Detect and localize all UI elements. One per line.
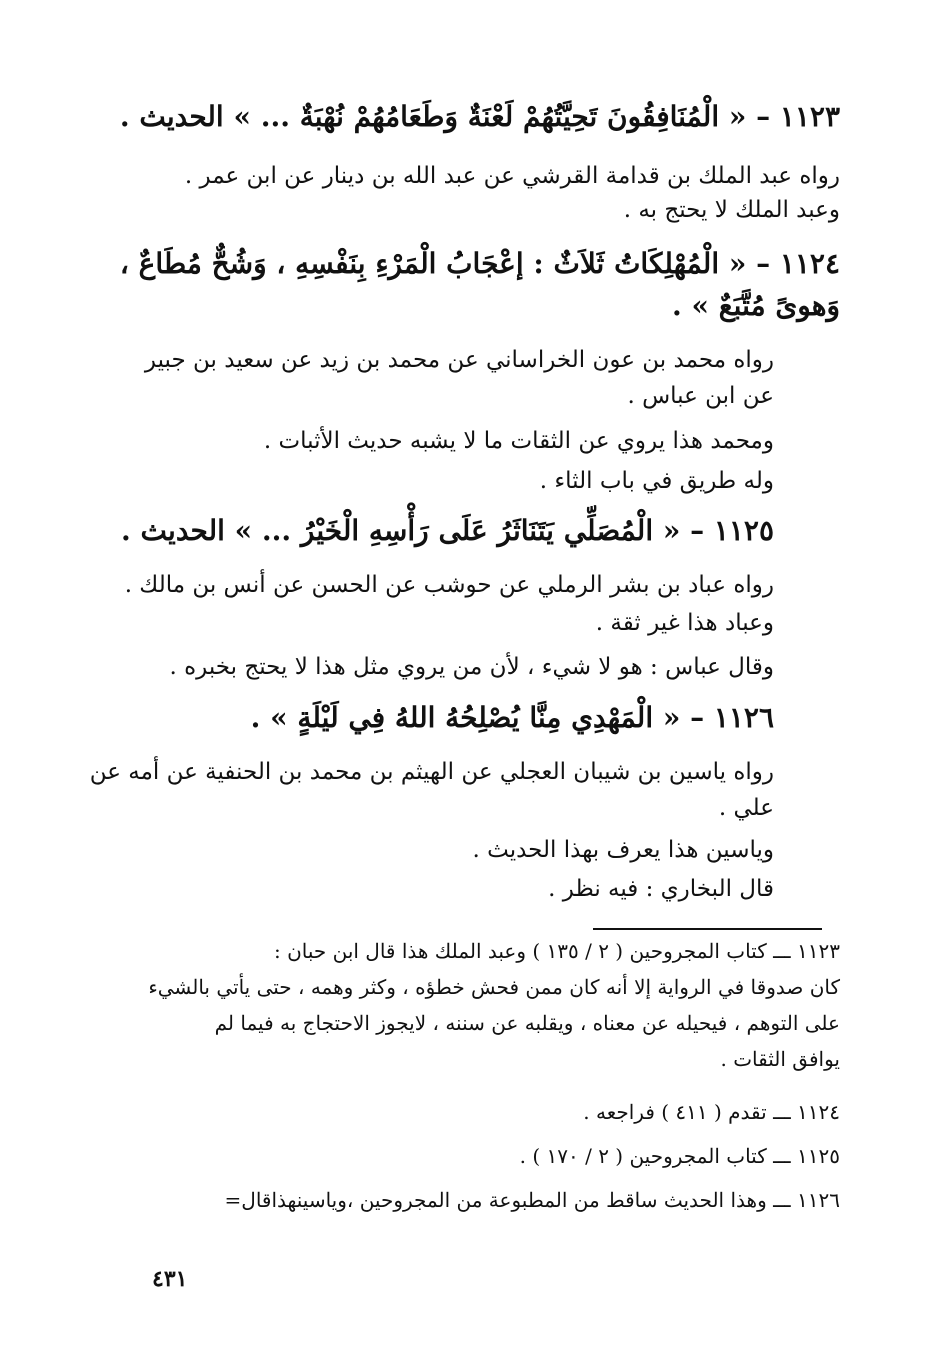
footnote-divider xyxy=(593,928,822,930)
entry-1124-heading-line-2: وَهوىً مُتَّبَعٌ » . xyxy=(672,289,840,322)
entry-1124-line-4: وله طريق في باب الثاء . xyxy=(539,468,774,494)
entry-1125-line-2: وعباد هذا غير ثقة . xyxy=(595,610,774,636)
entry-1124-line-2: عن ابن عباس . xyxy=(627,383,774,409)
entry-1124-line-3: ومحمد هذا يروي عن الثقات ما لا يشبه حديث الأثبات . xyxy=(263,428,774,454)
entry-1126-line-3: وياسين هذا يعرف بهذا الحديث . xyxy=(472,837,774,863)
footnote-1123-line-2: كان صدوقا في الرواية إلا أنه كان ممن فحش خطؤه ، وكثر وهمه ، حتى يأتي بالشيء xyxy=(148,975,840,999)
entry-1123-heading: ١١٢٣ – « الْمُنَافِقُونَ تَحِيَّتُهُمْ لَعْنَةٌ وَطَعَامُهُمْ نُهْبَةٌ ... » الحديث . xyxy=(119,100,840,133)
entry-1123-line-2: وعبد الملك لا يحتج به . xyxy=(623,197,840,223)
entry-1126-line-4: قال البخاري : فيه نظر . xyxy=(548,876,774,902)
footnote-1124: ١١٢٤ ـــ تقدم ( ٤١١ ) فراجعه . xyxy=(583,1100,840,1124)
entry-1125-line-3: وقال عباس : هو لا شيء ، لأن من يروي مثل هذا لا يحتج بخبره . xyxy=(169,654,774,680)
entry-1126-line-1: رواه ياسين بن شيبان العجلي عن الهيثم بن محمد بن الحنفية عن أمه عن xyxy=(89,759,774,785)
entry-1125-heading: ١١٢٥ – « الْمُصَلِّي يَتَنَاثَرُ عَلَى رَأْسِهِ الْخَيْرُ ... » الحديث . xyxy=(121,514,774,547)
footnote-1125: ١١٢٥ ـــ كتاب المجروحين ( ٢ / ١٧٠ ) . xyxy=(519,1144,840,1168)
entry-1124-heading-line-1: ١١٢٤ – « الْمُهْلِكَاتُ ثَلاَثٌ : إعْجَابُ الْمَرْءِ بِنَفْسِهِ ، وَشُحٌّ مُطَاعٌ ، xyxy=(119,247,840,280)
footnote-1123-line-4: يوافق الثقات . xyxy=(720,1047,840,1071)
footnote-1123-line-1: ١١٢٣ ـــ كتاب المجروحين ( ٢ / ١٣٥ ) وعبد الملك هذا قال ابن حبان : xyxy=(273,939,840,963)
entry-1126-line-2: علي . xyxy=(718,795,774,821)
page-number: ٤٣١ xyxy=(152,1266,188,1292)
footnote-1123-line-3: على التوهم ، فيحيله عن معناه ، ويقلبه عن سننه ، لايجوز الاحتجاج به فيما لم xyxy=(214,1011,840,1035)
entry-1124-line-1: رواه محمد بن عون الخراساني عن محمد بن زيد عن سعيد بن جبير xyxy=(144,347,774,373)
entry-1125-line-1: رواه عباد بن بشر الرملي عن حوشب عن الحسن عن أنس بن مالك . xyxy=(124,572,774,598)
entry-1126-heading: ١١٢٦ – « الْمَهْدِي مِنَّا يُصْلِحُهُ اللهُ فِي لَيْلَةٍ » . xyxy=(250,701,774,734)
footnote-1126: ١١٢٦ ـــ وهذا الحديث ساقط من المطبوعة من المجروحين ،وياسينهذاقال= xyxy=(224,1188,840,1212)
entry-1123-line-1: رواه عبد الملك بن قدامة القرشي عن عبد الله بن دينار عن ابن عمر . xyxy=(184,163,840,189)
